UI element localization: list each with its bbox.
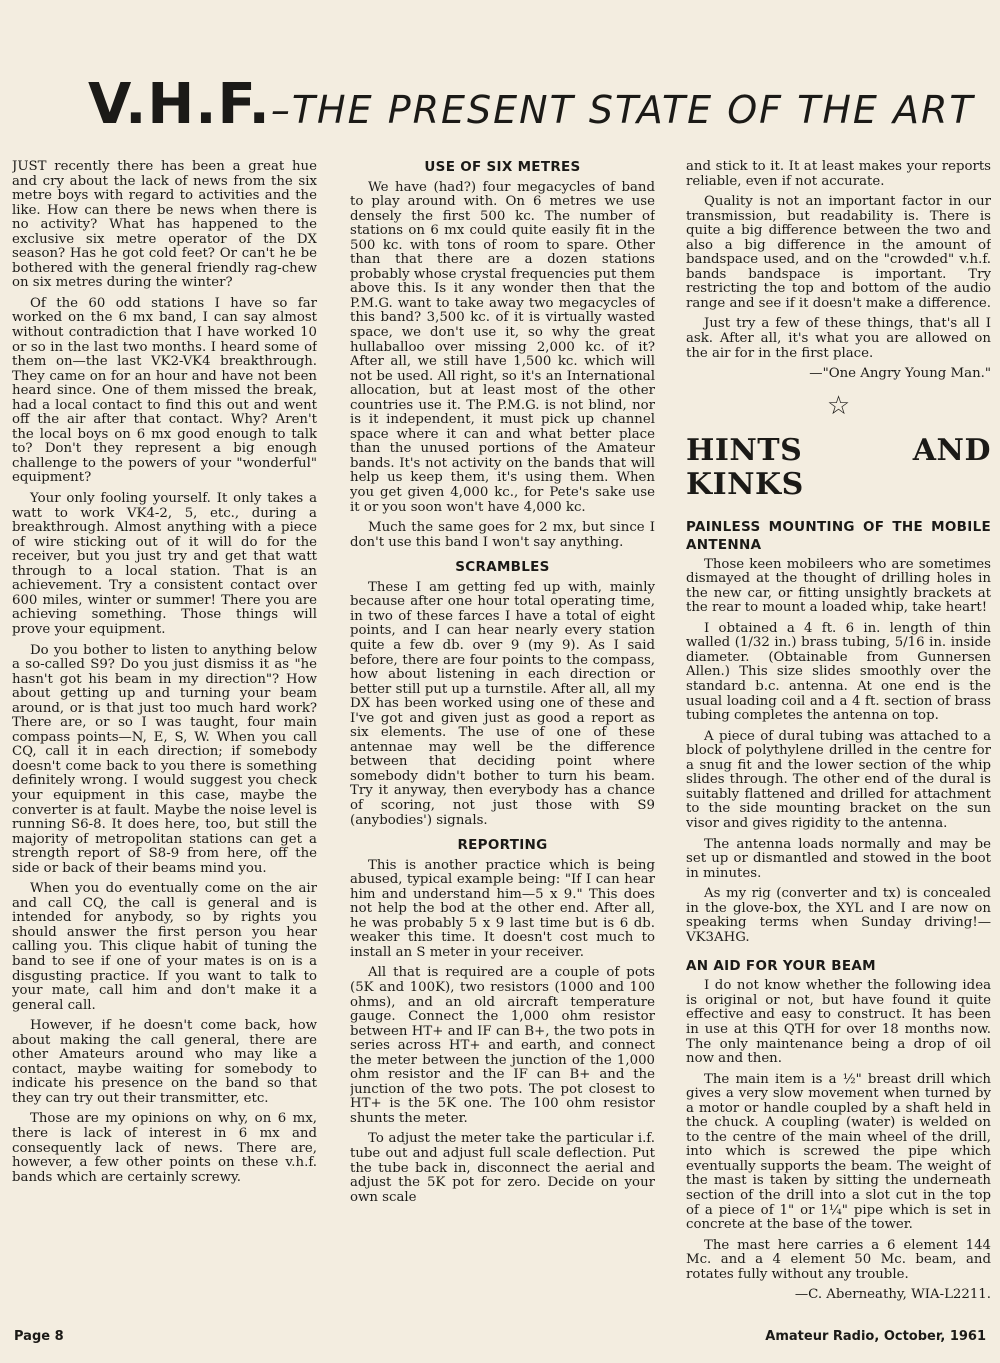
body-paragraph: Your only fooling yourself. It only takes a watt to work VK4-2, 5, etc., during a breakthrough. Almost anything with a piece of wire sticking out of it will do for the receiver, but you just try and get that watt through to a local station. That is an achievement. Try a consistent contact over 600 miles, winter or summer! There you are achieving something. Those things will prove your equipment. — [12, 491, 317, 637]
body-paragraph: Much the same goes for 2 mx, but since I don't use this band I won't say anything. — [350, 520, 655, 550]
body-paragraph: However, if he doesn't come back, how about making the call general, there are other Amateurs around who may like a contact, maybe waiting for somebody to indicate his presence on the band so that they can try out their transmitter, etc. — [12, 1018, 317, 1106]
body-paragraph: I obtained a 4 ft. 6 in. length of thin walled (1/32 in.) brass tubing, 5/16 in. inside diameter. (Obtainable from Gunnersen Allen.) This size slides smoothly over the standard b.c. antenna. At one end is the usual loading coil and a 4 ft. section of brass tubing completes the antenna on top. — [686, 620, 991, 724]
body-paragraph: These I am getting fed up with, mainly because after one hour total operating time, in two of these farces I have a total of eight points, and I can hear nearly every station quite a few db. over 9 (my 9). As I said before, there are four points to the compass, how about listening in each direction or better still put up a turnstile. After all, all my DX has been worked using one of these and I've got and given just as good a report as six elements. The use of one of these antennae may well be the difference between that deciding point where somebody didn't bother to turn his beam. Try it anyway, then everybody has a chance of scoring, not just those with S9 (anybodies') signals. — [350, 579, 655, 828]
section-heading-reporting: REPORTING — [457, 837, 548, 854]
article-signature: —"One Angry Young Man." — [809, 366, 991, 382]
body-paragraph: I do not know whether the following idea is original or not, but have found it quite effective and easy to construct. It has been in use at this QTH for over 18 months now. The only maintenance being a drop of oil now and then. — [686, 978, 991, 1067]
body-paragraph: and stick to it. It at least makes your reports reliable, even if not accurate. — [686, 160, 991, 189]
section-heading-beam-aid: AN AID FOR YOUR BEAM — [686, 958, 876, 975]
body-paragraph: This is another practice which is being abused, typical example being: "If I can hear him and understand him—5 x 9." This does not help the bod at the other end. After all, he was probably 5 x 9 last time but is 6 db. weaker this time. It doesn't cost much to install an S meter in your receiver. — [350, 857, 655, 960]
page-number: Page 8 — [14, 1329, 64, 1344]
intro-paragraph: JUST recently there has been a great hue and cry about the lack of news from the six metre boys with regard to activities and the like. How can there be news when there is no activity? What has happened to the exclusive six metre operator of the DX season? Has he got cold feet? Or can't he be bothered with the general friendly rag-chew on six metres during the winter? — [12, 160, 317, 291]
body-paragraph: The antenna loads normally and may be set up or dismantled and stowed in the boot in minutes. — [686, 836, 991, 881]
title-main: V.H.F. — [88, 72, 271, 137]
section-heading-mounting: PAINLESS MOUNTING OF THE MOBILE ANTENNA — [686, 518, 991, 553]
column-1 — [12, 160, 317, 1320]
body-paragraph: The mast here carries a 6 element 144 Mc. and a 4 element 50 Mc. beam, and rotates fully without any trouble. — [686, 1237, 991, 1282]
publication-info: Amateur Radio, October, 1961 — [765, 1329, 986, 1344]
body-paragraph: Those keen mobileers who are sometimes dismayed at the thought of drilling holes in the new car, or fitting unsightly brackets at the rear to mount a loaded whip, take heart! — [686, 556, 991, 616]
body-paragraph: As my rig (converter and tx) is concealed in the glove-box, the XYL and I are now on speaking terms when Sunday driving!—VK3AHG. — [686, 886, 991, 945]
star-icon: ☆ — [826, 390, 851, 421]
body-paragraph: The main item is a ½" breast drill which gives a very slow movement when turned by a motor or handle coupled by a shaft held in the chuck. A coupling (water) is welded on to the centre of the main wheel of the drill, into which is screwed the pipe which eventually supports the beam. The weight of the mast is taken by sitting the underneath section of the drill into a slot cut in the top of a piece of 1" or 1¼" pipe which is set in concrete at the base of the tower. — [686, 1071, 991, 1233]
column-3 — [686, 160, 991, 1320]
body-paragraph: To adjust the meter take the particular i.f. tube out and adjust full scale deflection. Put the tube back in, disconnect the aerial and adjust the 5K pot for zero. Decide on your own scale — [350, 1131, 655, 1205]
body-paragraph: Quality is not an important factor in our transmission, but readability is. There is quite a big difference between the two and also a big difference in the amount of bandspace used, and on the "crowded" v.h.f. bands bandspace is important. Try restricting the top and bottom of the audio range and see if it doesn't make a difference. — [686, 194, 991, 311]
body-paragraph: Of the 60 odd stations I have so far worked on the 6 mx band, I can say almost without contradiction that I have worked 10 or so in the last two months. I heard some of them on—the last VK2-VK4 breakthrough. They came on for an hour and have not been heard since. One of them missed the break, had a local contact to find this out and went off the air after that contact. Why? Aren't the local boys on 6 mx good enough to talk to? Don't they represent a big enough challenge to the powers of your "wonderful" equipment? — [12, 295, 317, 486]
body-paragraph: Do you bother to listen to anything below a so-called S9? Do you just dismiss it as "he hasn't got his beam in my direction"? How about getting up and turning your beam around, or is that just too much hard work? There are, or so I was taught, four main compass points—N, E, S, W. When you call CQ, call it in each direction; if somebody doesn't come back to you there is something definitely wrong. I would suggest you check your equipment in this case, maybe the converter is at fault. Maybe the noise level is running S6-8. It does here, too, but still the majority of metropolitan stations can get a strength report of S8-9 from here, off the side or back of their beams mind you. — [12, 642, 317, 876]
hints-and-kinks-heading: HINTS AND KINKS — [686, 432, 991, 502]
body-paragraph: When you do eventually come on the air and call CQ, the call is general and is intended for anybody, so by rights you should answer the first person you hear calling you. This clique habit of tuning the band to see if one of your mates is on is a disgusting practice. If you want to talk to your mate, call him and don't make it a general call. — [12, 881, 317, 1013]
column-2 — [350, 160, 655, 1320]
article-title — [88, 72, 975, 142]
body-paragraph: All that is required are a couple of pots (5K and 100K), two resistors (1000 and 100 ohms), and an old aircraft temperature gauge. Connect the 1,000 ohm resistor between HT+ and IF can B+, the two pots in series across HT+ and earth, and connect the meter between the junction of the 1,000 ohm resistor and the IF can B+ and the junction of the two pots. The pot closest to HT+ is the 5K one. The 100 ohm resistor shunts the meter. — [350, 965, 655, 1126]
section-heading-scrambles: SCRAMBLES — [455, 559, 550, 576]
body-paragraph: A piece of dural tubing was attached to a block of polythylene drilled in the centre for a snug fit and the lower section of the whip slides through. The other end of the dural is suitably flattened and drilled for attachment to the side mounting bracket on the sun visor and gives rigidity to the antenna. — [686, 728, 991, 831]
body-paragraph: Those are my opinions on why, on 6 mx, there is lack of interest in 6 mx and consequently lack of news. There are, however, a few other points on these v.h.f. bands which are certainly screwy. — [12, 1111, 317, 1185]
body-paragraph: Just try a few of these things, that's all I ask. After all, it's what you are allowed on the air for in the first place. — [686, 316, 991, 361]
body-paragraph: We have (had?) four megacycles of band to play around with. On 6 metres we use densely the first 500 kc. The number of stations on 6 mx could quite easily fit in the 500 kc. with tons of room to spare. Other than that there are a dozen stations probably whose crystal frequencies put them above this. Is it any wonder then that the P.M.G. want to take away two megacycles of this band? 3,500 kc. of it is virtually wasted space, we don't use it, so why the great hullaballoo over missing 2,000 kc. of it? After all, we still have 1,500 kc. which will not be used. All right, so it's an International allocation, but at least most of the other countries use it. The P.M.G. is not blind, nor is it independent, it must pick up channel space where it can and what better place than the unused portions of the Amateur bands. It's not activity on the bands that will help us keep them, it's using them. When you get given 4,000 kc., for Pete's sake use it or you soon won't have 4,000 kc. — [350, 179, 655, 515]
section-heading-six-metres: USE OF SIX METRES — [424, 160, 581, 175]
title-sub: –THE PRESENT STATE OF THE ART — [270, 88, 975, 132]
hint-signature: —C. Aberneathy, WIA-L2211. — [794, 1287, 991, 1303]
